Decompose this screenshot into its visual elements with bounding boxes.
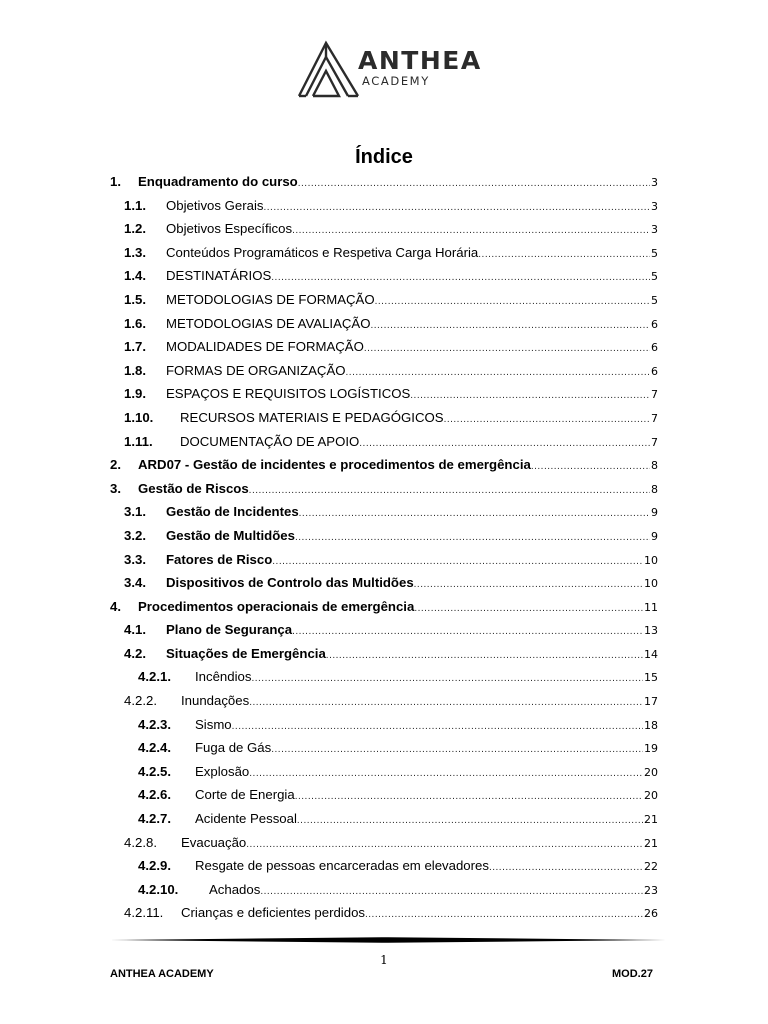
toc-entry[interactable]: [110, 430, 658, 454]
toc-entry-label: Resgate de pessoas encarceradas em elevadores: [195, 858, 489, 874]
toc-title: Índice: [355, 146, 413, 168]
toc-dot-leader: [272, 550, 643, 572]
toc-entry-label: Crianças e deficientes perdidos: [181, 905, 365, 921]
toc-entry-number: 4.1.: [124, 622, 146, 638]
toc-entry-label: Enquadramento do curso: [138, 174, 298, 189]
toc-entry-label: Objetivos Específicos: [166, 221, 293, 237]
toc-entry[interactable]: [110, 878, 658, 902]
toc-dot-leader: [478, 243, 650, 265]
toc-entry[interactable]: [110, 665, 658, 689]
toc-entry-number: 3.3.: [124, 551, 146, 567]
toc-dot-leader: [246, 833, 643, 855]
toc-entry[interactable]: [110, 194, 658, 218]
toc-dot-leader: [410, 384, 650, 406]
toc-dot-leader: [414, 573, 643, 595]
toc-entry-number: 1.3.: [124, 244, 146, 260]
toc-entry-label: Procedimentos operacionais de emergência: [138, 598, 415, 614]
toc-entry[interactable]: [110, 571, 658, 595]
toc-dot-leader: [531, 455, 650, 477]
toc-entry-label: RECURSOS MATERIAIS E PEDAGÓGICOS: [180, 409, 444, 425]
toc-entry-page: 9: [651, 529, 658, 543]
toc-entry-page: 23: [644, 883, 658, 897]
toc-entry-label: DESTINATÁRIOS: [166, 268, 272, 284]
toc-entry-page: 22: [644, 860, 658, 874]
toc-entry[interactable]: [110, 288, 658, 312]
toc-entry[interactable]: [110, 713, 658, 737]
toc-entry-number: 4.2.4.: [138, 740, 171, 756]
toc-entry-page: 21: [644, 813, 658, 827]
toc-entry-page: 13: [644, 624, 658, 638]
toc-entry-page: 6: [651, 317, 658, 331]
toc-entry-page: 17: [644, 695, 658, 709]
toc-entry-number: 4.2.6.: [138, 787, 171, 803]
toc-entry-number: 1.9.: [124, 386, 146, 402]
toc-entry-page: 7: [651, 388, 658, 402]
toc-entry-label: METODOLOGIAS DE FORMAÇÃO: [166, 291, 375, 307]
toc-entry-label: Situações de Emergência: [166, 645, 326, 661]
toc-entry-label: Evacuação: [181, 834, 247, 850]
toc-entry[interactable]: [110, 548, 658, 572]
toc-entry[interactable]: [110, 477, 658, 501]
toc-entry-page: 5: [651, 270, 658, 284]
toc-dot-leader: [489, 856, 643, 878]
toc-entry-number: 4.2.1.: [138, 669, 171, 685]
toc-entry-number: 3.4.: [124, 575, 146, 591]
toc-entry-number: 2.: [110, 457, 121, 473]
toc-entry-page: 15: [644, 671, 658, 685]
toc-entry-page: 18: [644, 718, 658, 732]
toc-entry[interactable]: [110, 831, 658, 855]
toc-entry-label: METODOLOGIAS DE AVALIAÇÃO: [166, 315, 371, 331]
toc-dot-leader: [346, 361, 650, 383]
toc-entry-number: 4.: [110, 598, 121, 614]
toc-entry-number: 4.2.7.: [138, 811, 171, 827]
footer-company: ANTHEA ACADEMY: [110, 968, 214, 980]
anthea-logo: [296, 40, 482, 100]
toc-entry-number: 4.2.: [124, 645, 146, 661]
toc-entry[interactable]: [110, 760, 658, 784]
toc-entry[interactable]: [110, 359, 658, 383]
toc-entry-label: Gestão de Multidões: [166, 527, 295, 543]
toc-entry-page: 21: [644, 836, 658, 850]
table-of-contents: [110, 170, 658, 925]
footer-document-code: MOD.27: [612, 968, 653, 980]
toc-dot-leader: [249, 479, 650, 501]
toc-entry[interactable]: [110, 524, 658, 548]
toc-entry[interactable]: [110, 170, 658, 194]
toc-dot-leader: [444, 408, 650, 430]
toc-dot-leader: [249, 691, 643, 713]
toc-entry-page: 26: [644, 907, 658, 921]
toc-entry-number: 4.2.5.: [138, 763, 171, 779]
toc-dot-leader: [295, 785, 643, 807]
footer-page-number: 1: [380, 953, 388, 967]
toc-entry-label: Gestão de Incidentes: [166, 504, 299, 520]
toc-entry-page: 7: [651, 435, 658, 449]
toc-entry-label: ESPAÇOS E REQUISITOS LOGÍSTICOS: [166, 386, 411, 402]
toc-entry-page: 8: [651, 482, 658, 496]
toc-entry-page: 19: [644, 742, 658, 756]
logo-subtitle: ACADEMY: [362, 74, 430, 88]
toc-entry-page: 20: [644, 765, 658, 779]
toc-entry-number: 1.1.: [124, 197, 146, 213]
toc-entry-label: Explosão: [195, 763, 250, 779]
toc-entry-page: 11: [644, 600, 658, 614]
toc-entry-number: 3.1.: [124, 504, 146, 520]
toc-dot-leader: [297, 809, 643, 831]
logo-name: ANTHEA: [358, 46, 482, 75]
toc-entry-page: 3: [651, 176, 658, 189]
toc-entry-label: Fuga de Gás: [195, 740, 272, 756]
toc-entry-label: Conteúdos Programáticos e Respetiva Carga Horária: [166, 244, 479, 260]
toc-entry-number: 1.4.: [124, 268, 146, 284]
toc-entry-page: 10: [644, 577, 658, 591]
toc-dot-leader: [292, 620, 643, 642]
toc-entry[interactable]: [110, 453, 658, 477]
toc-entry-label: Corte de Energia: [195, 787, 295, 803]
toc-entry[interactable]: [110, 382, 658, 406]
toc-entry-label: ARD07 - Gestão de incidentes e procedimentos de emergência: [138, 457, 531, 473]
toc-entry[interactable]: [110, 807, 658, 831]
toc-entry-label: Incêndios: [195, 669, 252, 685]
toc-entry-label: Gestão de Riscos: [138, 480, 249, 496]
toc-dot-leader: [295, 526, 650, 548]
toc-dot-leader: [364, 337, 650, 359]
toc-entry-number: 4.2.10.: [138, 881, 179, 897]
toc-entry-number: 1.: [110, 174, 121, 189]
toc-dot-leader: [292, 219, 650, 241]
toc-entry-number: 4.2.11.: [124, 905, 164, 921]
toc-entry-label: Objetivos Gerais: [166, 197, 264, 213]
toc-dot-leader: [232, 715, 643, 737]
toc-entry-page: 3: [651, 223, 658, 237]
toc-entry-number: 3.: [110, 480, 121, 496]
toc-entry-label: Acidente Pessoal: [195, 811, 297, 827]
toc-entry-page: 8: [651, 459, 658, 473]
toc-entry-page: 14: [644, 647, 658, 661]
toc-entry-label: DOCUMENTAÇÃO DE APOIO: [180, 433, 360, 449]
toc-entry-number: 4.2.8.: [124, 834, 157, 850]
toc-entry-number: 1.8.: [124, 362, 146, 378]
toc-entry[interactable]: [110, 500, 658, 524]
toc-dot-leader: [359, 432, 650, 454]
toc-entry-number: 1.2.: [124, 221, 146, 237]
toc-entry-page: 7: [651, 411, 658, 425]
toc-entry-number: 3.2.: [124, 527, 146, 543]
toc-entry[interactable]: [110, 312, 658, 336]
toc-dot-leader: [249, 762, 643, 784]
toc-entry-label: Inundações: [181, 693, 250, 709]
toc-dot-leader: [251, 667, 643, 689]
toc-entry-label: Fatores de Risco: [166, 551, 273, 567]
toc-entry-page: 10: [644, 553, 658, 567]
footer-divider: [110, 936, 666, 944]
toc-entry[interactable]: [110, 618, 658, 642]
toc-entry-label: FORMAS DE ORGANIZAÇÃO: [166, 362, 346, 378]
toc-entry[interactable]: [110, 595, 658, 619]
toc-entry[interactable]: [110, 689, 658, 713]
toc-entry-page: 3: [651, 199, 658, 213]
toc-entry-page: 6: [651, 341, 658, 355]
toc-entry-label: Achados: [209, 881, 261, 897]
toc-entry-label: Dispositivos de Controlo das Multidões: [166, 575, 414, 591]
toc-entry[interactable]: [110, 736, 658, 760]
toc-entry-number: 1.7.: [124, 339, 146, 355]
toc-entry-page: 9: [651, 506, 658, 520]
toc-entry-label: MODALIDADES DE FORMAÇÃO: [166, 339, 364, 355]
toc-dot-leader: [414, 597, 643, 619]
toc-dot-leader: [271, 266, 650, 288]
toc-entry-page: 6: [651, 364, 658, 378]
toc-dot-leader: [299, 502, 650, 524]
toc-entry-label: Sismo: [195, 716, 232, 732]
toc-dot-leader: [263, 196, 650, 218]
toc-entry[interactable]: [110, 335, 658, 359]
toc-entry-number: 4.2.3.: [138, 716, 171, 732]
toc-entry[interactable]: [110, 264, 658, 288]
toc-dot-leader: [375, 290, 650, 312]
toc-entry[interactable]: [110, 642, 658, 666]
toc-entry-number: 1.11.: [124, 433, 153, 449]
toc-entry-page: 5: [651, 246, 658, 260]
toc-entry[interactable]: [110, 241, 658, 265]
toc-dot-leader: [326, 644, 643, 666]
toc-entry-number: 4.2.9.: [138, 858, 171, 874]
toc-entry[interactable]: [110, 901, 658, 925]
logo-mark-icon: [296, 40, 360, 100]
toc-entry-page: 5: [651, 293, 658, 307]
toc-entry-number: 1.10.: [124, 409, 154, 425]
toc-entry-number: 1.6.: [124, 315, 146, 331]
toc-entry-page: 20: [644, 789, 658, 803]
toc-entry-number: 1.5.: [124, 291, 146, 307]
toc-entry[interactable]: [110, 854, 658, 878]
toc-entry[interactable]: [110, 217, 658, 241]
toc-entry-number: 4.2.2.: [124, 693, 157, 709]
toc-dot-leader: [260, 880, 643, 902]
toc-dot-leader: [271, 738, 643, 760]
toc-dot-leader: [298, 172, 650, 194]
toc-entry[interactable]: [110, 406, 658, 430]
toc-dot-leader: [365, 903, 643, 925]
toc-entry-label: Plano de Segurança: [166, 622, 293, 638]
toc-entry[interactable]: [110, 783, 658, 807]
toc-dot-leader: [370, 314, 650, 336]
